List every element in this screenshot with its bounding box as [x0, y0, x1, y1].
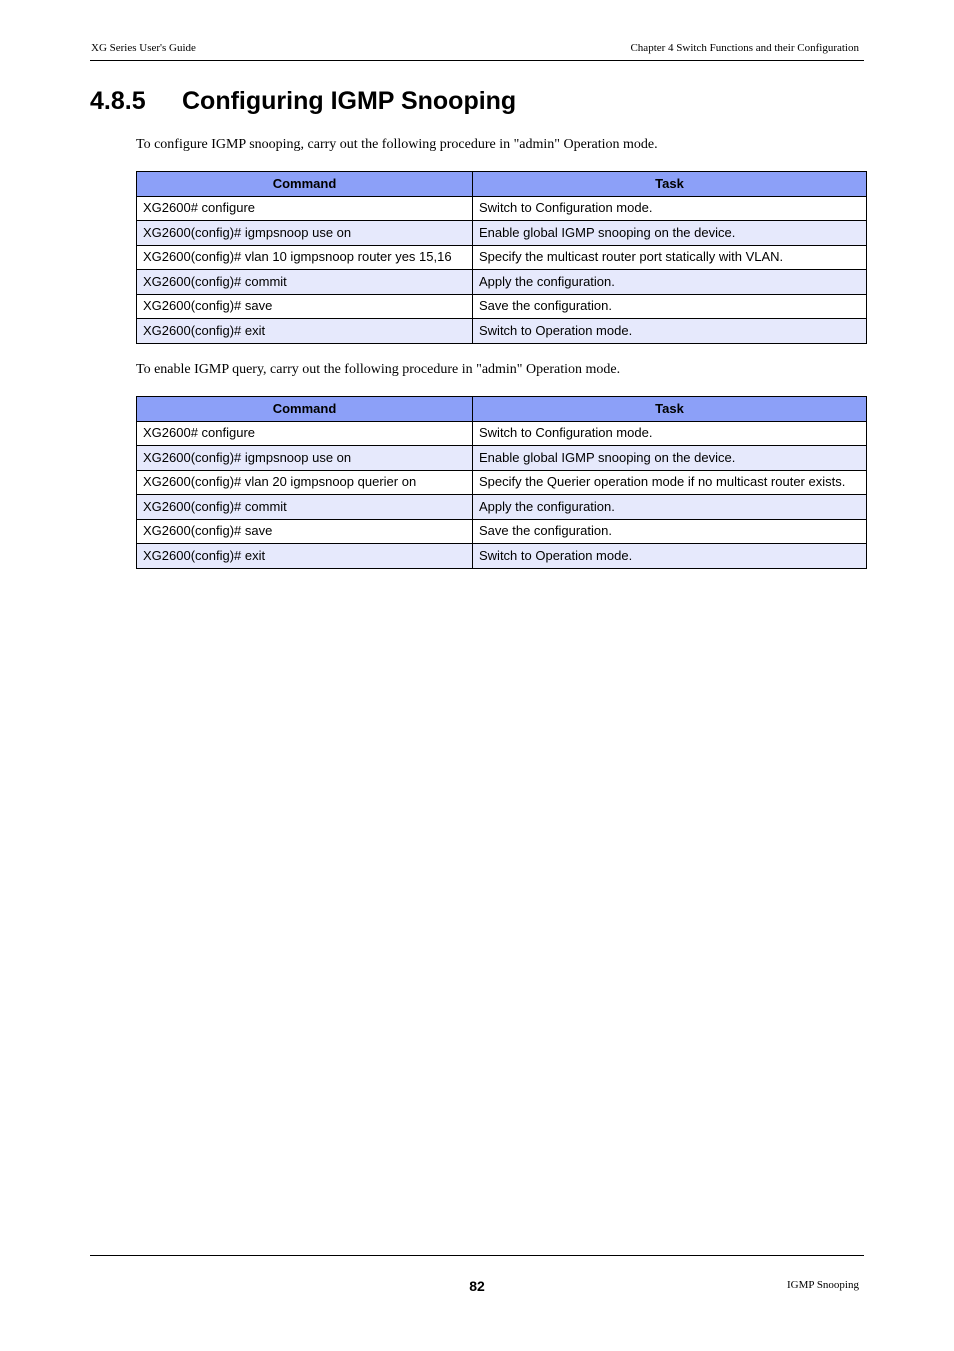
- task-cell: Switch to Operation mode.: [473, 319, 867, 344]
- table-row: [137, 294, 867, 319]
- document-title: XG Series User's Guide: [91, 42, 196, 54]
- column-header-command: Command: [137, 397, 473, 422]
- task-cell: Specify the multicast router port statically with VLAN.: [473, 245, 867, 270]
- section-number: 4.8.5: [90, 87, 146, 115]
- task-cell: Specify the Querier operation mode if no multicast router exists.: [473, 470, 867, 495]
- column-header-command: Command: [137, 172, 473, 197]
- table-row: [137, 421, 867, 446]
- page-number: 82: [469, 1278, 485, 1294]
- table-row: [137, 470, 867, 495]
- table-row: [137, 221, 867, 246]
- task-cell: Enable global IGMP snooping on the device.: [473, 221, 867, 246]
- task-cell: Apply the configuration.: [473, 270, 867, 295]
- table-row: [137, 446, 867, 471]
- command-cell: XG2600# configure: [137, 421, 473, 446]
- column-header-task: Task: [473, 172, 867, 197]
- page-footer: [90, 1255, 864, 1296]
- igmp-query-command-table: [136, 396, 867, 569]
- table-header-row: [137, 397, 867, 422]
- command-cell: XG2600(config)# exit: [137, 319, 473, 344]
- task-cell: Switch to Configuration mode.: [473, 196, 867, 221]
- command-cell: XG2600(config)# commit: [137, 495, 473, 520]
- task-cell: Save the configuration.: [473, 294, 867, 319]
- igmp-snooping-command-table: [136, 171, 867, 344]
- table-row: [137, 495, 867, 520]
- task-cell: Save the configuration.: [473, 519, 867, 544]
- footer-section-name: IGMP Snooping: [786, 1279, 859, 1291]
- command-cell: XG2600(config)# igmpsnoop use on: [137, 446, 473, 471]
- table-row: [137, 245, 867, 270]
- intro-paragraph-query: To enable IGMP query, carry out the following procedure in "admin" Operation mode.: [136, 362, 621, 377]
- table-row: [137, 319, 867, 344]
- intro-paragraph-snooping: To configure IGMP snooping, carry out the following procedure in "admin" Operation mode.: [136, 137, 658, 152]
- task-cell: Apply the configuration.: [473, 495, 867, 520]
- command-cell: XG2600(config)# igmpsnoop use on: [137, 221, 473, 246]
- section-heading: [90, 84, 516, 118]
- table-row: [137, 519, 867, 544]
- table-row: [137, 196, 867, 221]
- task-cell: Switch to Configuration mode.: [473, 421, 867, 446]
- table-header-row: [137, 172, 867, 197]
- command-cell: XG2600(config)# exit: [137, 544, 473, 569]
- command-cell: XG2600# configure: [137, 196, 473, 221]
- command-cell: XG2600(config)# save: [137, 294, 473, 319]
- page-header: [90, 41, 864, 61]
- table-row: [137, 270, 867, 295]
- command-cell: XG2600(config)# vlan 10 igmpsnoop router yes 15,16: [137, 245, 473, 270]
- command-cell: XG2600(config)# save: [137, 519, 473, 544]
- table-row: [137, 544, 867, 569]
- command-cell: XG2600(config)# vlan 20 igmpsnoop querier on: [137, 470, 473, 495]
- chapter-title: Chapter 4 Switch Functions and their Configuration: [630, 42, 859, 54]
- task-cell: Switch to Operation mode.: [473, 544, 867, 569]
- command-cell: XG2600(config)# commit: [137, 270, 473, 295]
- column-header-task: Task: [473, 397, 867, 422]
- task-cell: Enable global IGMP snooping on the device.: [473, 446, 867, 471]
- section-title: Configuring IGMP Snooping: [182, 87, 517, 115]
